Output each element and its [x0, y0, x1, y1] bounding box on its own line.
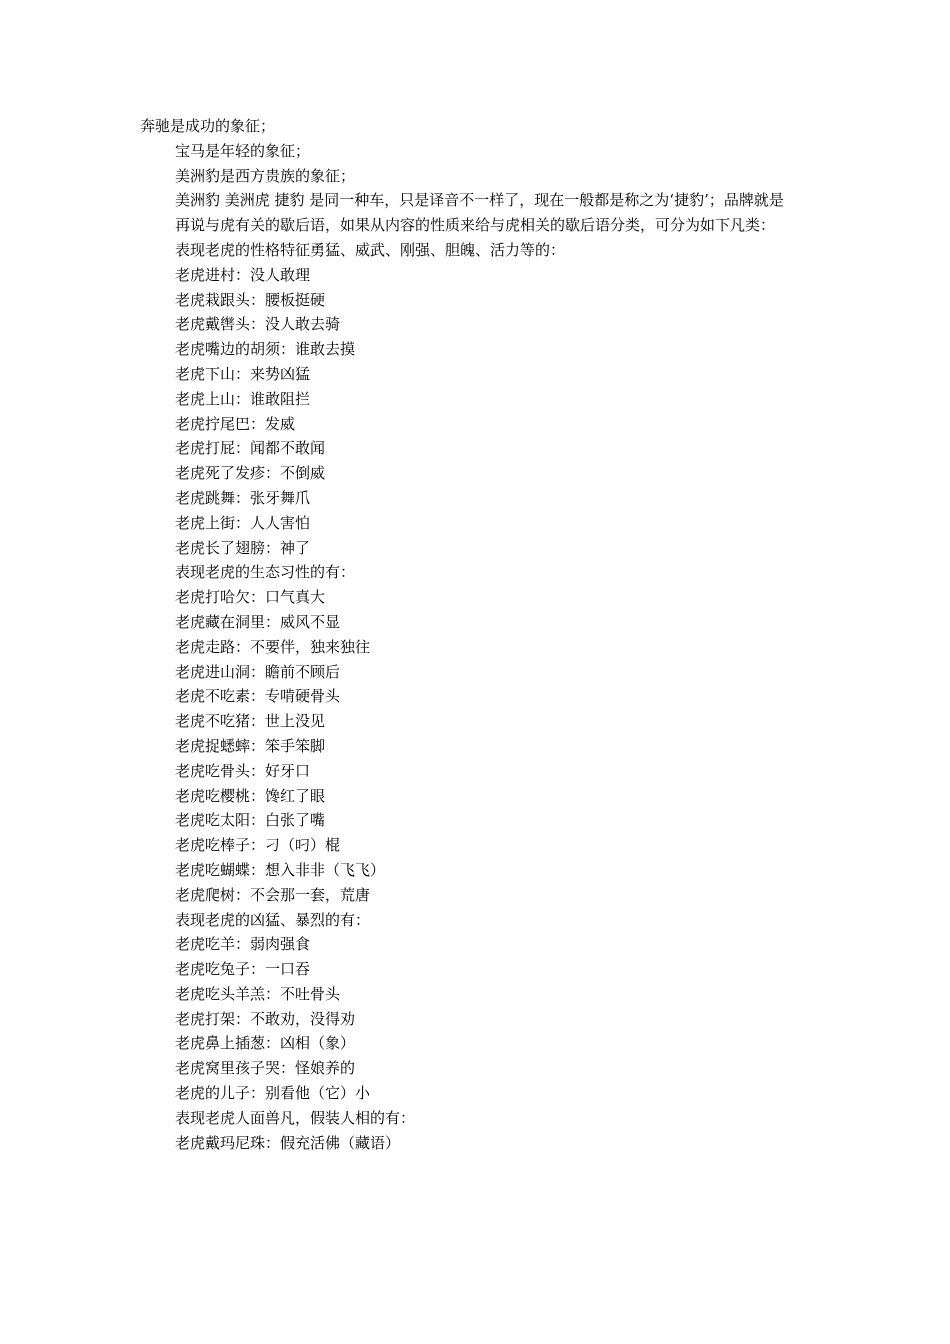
paragraph: 老虎吃羊：弱肉强食 [175, 935, 311, 954]
paragraph: 老虎拧尾巴：发威 [175, 414, 296, 433]
paragraph: 老虎吃樱桃：馋红了眼 [175, 786, 326, 805]
paragraph: 老虎捉蟋蟀：笨手笨脚 [175, 736, 326, 755]
document-body [140, 114, 820, 1155]
paragraph: 老虎戴辔头：没人敢去骑 [175, 315, 341, 334]
paragraph: 老虎吃骨头：好牙口 [175, 761, 311, 780]
paragraph: 老虎嘴边的胡须：谁敢去摸 [175, 340, 356, 359]
paragraph: 老虎鼻上插葱：凶相（象） [175, 1034, 356, 1053]
paragraph: 表现老虎的生态习性的有： [175, 563, 356, 582]
paragraph: 老虎吃兔子：一口吞 [175, 960, 311, 979]
paragraph: 老虎上山：谁敢阻拦 [175, 389, 311, 408]
paragraph: 老虎打哈欠：口气真大 [175, 588, 326, 607]
paragraph: 老虎吃蝴蝶：想入非非（飞飞） [175, 860, 386, 879]
paragraph: 老虎爬树：不会那一套，荒唐 [175, 885, 371, 904]
paragraph: 奔驰是成功的象征； [140, 117, 276, 135]
paragraph: 美洲豹是西方贵族的象征； [175, 166, 356, 185]
paragraph: 老虎打架：不敢劝，没得劝 [175, 1009, 356, 1028]
paragraph: 老虎跳舞：张牙舞爪 [175, 488, 311, 507]
paragraph: 再说与虎有关的歇后语，如果从内容的性质来给与虎相关的歇后语分类，可分为如下凡类： [175, 216, 776, 235]
paragraph: 老虎进山洞：瞻前不顾后 [175, 662, 341, 681]
paragraph: 老虎不吃猪：世上没见 [175, 712, 326, 731]
paragraph: 宝马是年轻的象征； [175, 141, 311, 160]
paragraph: 老虎吃太阳：白张了嘴 [175, 811, 326, 830]
paragraph: 老虎长了翅膀：神了 [175, 538, 311, 557]
paragraph: 老虎上街：人人害怕 [175, 513, 311, 532]
paragraph: 老虎进村：没人敢理 [175, 265, 311, 284]
paragraph: 老虎藏在洞里：威风不显 [175, 612, 341, 631]
paragraph: 老虎下山：来势凶猛 [175, 364, 311, 383]
paragraph: 老虎不吃素：专啃硬骨头 [175, 687, 341, 706]
paragraph: 老虎走路：不要伴，独来独往 [175, 637, 371, 656]
paragraph: 老虎窝里孩子哭：怪娘养的 [175, 1059, 356, 1078]
paragraph: 老虎打屁：闻都不敢闻 [175, 439, 326, 458]
paragraph: 老虎戴玛尼珠：假充活佛（藏语） [175, 1133, 401, 1152]
paragraph: 老虎吃棒子：刁（叼）棍 [175, 836, 341, 855]
paragraph: 老虎死了发疹：不倒威 [175, 464, 326, 483]
paragraph: 表现老虎的凶猛、暴烈的有： [175, 910, 371, 929]
paragraph: 老虎栽跟头：腰板挺硬 [175, 290, 326, 309]
paragraph: 美洲豹 美洲虎 捷豹 是同一种车，只是译音不一样了，现在一般都是称之为‘捷豹’；品牌就是 [175, 191, 784, 210]
paragraph: 老虎的儿子：别看他（它）小 [175, 1084, 371, 1103]
paragraph: 表现老虎人面兽凡，假装人相的有： [175, 1108, 416, 1127]
paragraph: 表现老虎的性格特征勇猛、威武、刚强、胆魄、活力等的： [175, 240, 566, 259]
paragraph: 老虎吃头羊羔：不吐骨头 [175, 984, 341, 1003]
